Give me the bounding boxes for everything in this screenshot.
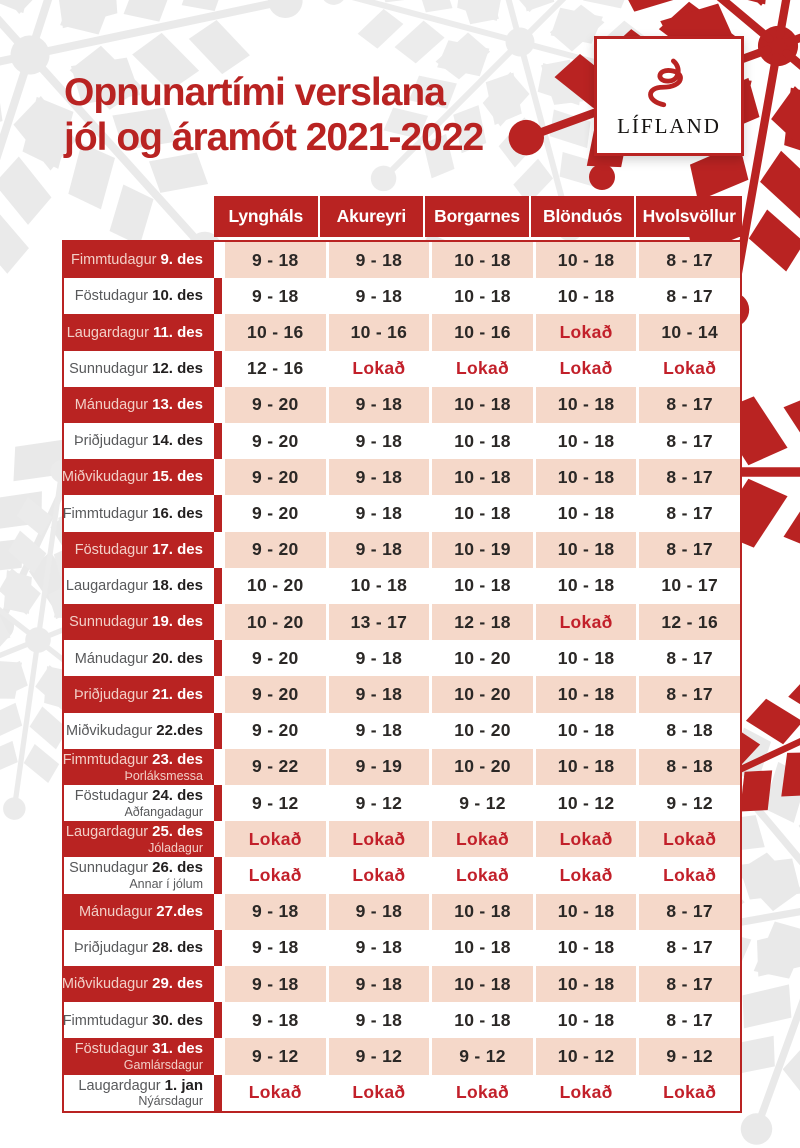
day-sublabel: Gamlársdagur: [123, 1058, 203, 1073]
time-cell: 8 - 18: [639, 713, 740, 749]
day-name: Miðvikudagur: [66, 722, 153, 739]
closed-cell: Lokað: [432, 821, 533, 857]
time-cell: 10 - 18: [329, 568, 430, 604]
closed-cell: Lokað: [639, 1075, 740, 1111]
day-date: 15. des: [152, 468, 203, 486]
time-cell: 9 - 18: [329, 1002, 430, 1038]
day-cell: [64, 713, 222, 749]
time-cell: 10 - 18: [536, 532, 637, 568]
day-cell: [64, 568, 222, 604]
table-row: [64, 495, 740, 531]
time-cell: 8 - 17: [639, 966, 740, 1002]
closed-cell: Lokað: [536, 1075, 637, 1111]
column-header-4: Blönduós: [531, 196, 637, 237]
time-cell: 10 - 18: [536, 459, 637, 495]
time-cell: 9 - 18: [329, 495, 430, 531]
time-cell: 10 - 18: [536, 640, 637, 676]
column-header-5: Hvolsvöllur: [642, 206, 736, 226]
day-sublabel: Nýársdagur: [138, 1094, 203, 1109]
table-row: [64, 640, 740, 676]
time-cell: 9 - 19: [329, 749, 430, 785]
time-cell: 10 - 17: [639, 568, 740, 604]
day-name: Sunnudagur: [69, 860, 149, 877]
time-cell: 9 - 18: [329, 713, 430, 749]
time-cell: 9 - 18: [225, 894, 326, 930]
day-name: Laugardagur: [66, 324, 149, 341]
table-row: [61, 966, 740, 1002]
day-name: Föstudagur: [74, 288, 149, 305]
time-cell: 9 - 18: [329, 459, 430, 495]
time-cell: 8 - 17: [639, 930, 740, 966]
time-cell: 10 - 18: [536, 423, 637, 459]
closed-cell: Lokað: [432, 351, 533, 387]
time-cell: 9 - 20: [225, 532, 326, 568]
day-date: 14. des: [152, 432, 203, 450]
day-name: Þriðjudagur: [73, 686, 149, 703]
time-cell: 9 - 18: [329, 676, 430, 712]
time-cell: 10 - 18: [432, 423, 533, 459]
day-cell: [64, 1038, 222, 1074]
day-cell: [64, 1075, 222, 1111]
day-cell: [64, 387, 222, 423]
time-cell: 9 - 18: [225, 242, 326, 278]
time-cell: 9 - 12: [432, 1038, 533, 1074]
time-cell: 10 - 19: [432, 532, 533, 568]
day-date: 24. des: [152, 787, 203, 805]
table-row: [64, 749, 740, 785]
table-row: [64, 676, 740, 712]
closed-cell: Lokað: [432, 857, 533, 893]
day-cell: [64, 314, 222, 350]
time-cell: 8 - 17: [639, 894, 740, 930]
table-row: [64, 387, 740, 423]
time-cell: 9 - 20: [225, 387, 326, 423]
table-row: [64, 278, 740, 314]
time-cell: 10 - 20: [432, 640, 533, 676]
day-cell: [64, 278, 222, 314]
day-date: 17. des: [152, 540, 203, 558]
closed-cell: Lokað: [536, 314, 637, 350]
time-cell: 9 - 18: [329, 242, 430, 278]
time-cell: 9 - 18: [329, 278, 430, 314]
time-cell: 9 - 18: [329, 387, 430, 423]
time-cell: 10 - 18: [536, 749, 637, 785]
day-cell: [64, 676, 222, 712]
day-name: Þriðjudagur: [73, 940, 149, 957]
day-name: Fimmtudagur: [62, 751, 149, 768]
day-name: Miðvikudagur: [61, 976, 149, 993]
closed-cell: Lokað: [536, 604, 637, 640]
time-cell: 10 - 18: [432, 1002, 533, 1038]
day-name: Fimmtudagur: [62, 505, 149, 522]
time-cell: 10 - 18: [536, 242, 637, 278]
lifland-spiral-icon: [642, 54, 696, 110]
time-cell: 8 - 17: [639, 387, 740, 423]
day-cell: [64, 930, 222, 966]
column-header-1: Lyngháls: [214, 196, 320, 237]
day-date: 25. des: [152, 823, 203, 841]
time-cell: 10 - 18: [536, 495, 637, 531]
closed-cell: Lokað: [225, 821, 326, 857]
page-title: [64, 70, 483, 160]
day-name: Laugardagur: [65, 578, 149, 595]
time-cell: 10 - 18: [432, 459, 533, 495]
day-cell: [64, 857, 222, 893]
day-date: 26. des: [152, 859, 203, 877]
time-cell: 9 - 18: [329, 930, 430, 966]
time-cell: 9 - 18: [225, 1002, 326, 1038]
day-date: 10. des: [152, 287, 203, 305]
day-name: Laugardagur: [78, 1077, 161, 1094]
time-cell: 9 - 18: [329, 894, 430, 930]
table-row: [64, 1038, 740, 1074]
time-cell: 10 - 18: [432, 387, 533, 423]
time-cell: 8 - 17: [639, 278, 740, 314]
day-cell: [64, 242, 222, 278]
day-date: 16. des: [152, 504, 203, 522]
day-cell: [64, 894, 222, 930]
time-cell: 10 - 18: [432, 495, 533, 531]
closed-cell: Lokað: [329, 1075, 430, 1111]
time-cell: 8 - 17: [639, 423, 740, 459]
time-cell: 10 - 18: [536, 278, 637, 314]
time-cell: 9 - 12: [329, 785, 430, 821]
time-cell: 10 - 18: [432, 568, 533, 604]
table-body: [62, 240, 742, 1113]
time-cell: 8 - 17: [639, 676, 740, 712]
closed-cell: Lokað: [639, 857, 740, 893]
time-cell: 10 - 18: [536, 568, 637, 604]
day-cell: [61, 966, 222, 1002]
day-date: 22.des: [156, 721, 203, 739]
day-date: 13. des: [152, 396, 203, 414]
time-cell: 10 - 18: [432, 242, 533, 278]
time-cell: 8 - 17: [639, 459, 740, 495]
day-date: 11. des: [152, 323, 203, 341]
table-row: [61, 459, 740, 495]
time-cell: 9 - 12: [225, 1038, 326, 1074]
day-name: Sunnudagur: [69, 614, 149, 631]
day-date: 31. des: [152, 1040, 203, 1058]
table-row: [64, 821, 740, 857]
time-cell: 9 - 18: [225, 966, 326, 1002]
day-name: Þriðjudagur: [73, 433, 149, 450]
day-date: 19. des: [152, 613, 203, 631]
day-date: 21. des: [152, 685, 203, 703]
day-name: Föstudagur: [74, 788, 149, 805]
time-cell: 10 - 18: [536, 894, 637, 930]
day-cell: [64, 749, 222, 785]
day-sublabel: Þorláksmessa: [124, 768, 203, 783]
table-row: [64, 785, 740, 821]
day-name: Mánudagur: [78, 903, 153, 920]
time-cell: 9 - 20: [225, 459, 326, 495]
day-date: 27.des: [156, 902, 203, 920]
time-cell: 9 - 20: [225, 640, 326, 676]
time-cell: 12 - 18: [432, 604, 533, 640]
time-cell: 8 - 17: [639, 532, 740, 568]
time-cell: 12 - 16: [225, 351, 326, 387]
time-cell: 10 - 18: [536, 1002, 637, 1038]
table-row: [64, 532, 740, 568]
title-line-2: jól og áramót 2021-2022: [64, 116, 484, 160]
time-cell: 9 - 12: [329, 1038, 430, 1074]
time-cell: 10 - 18: [536, 966, 637, 1002]
day-name: Föstudagur: [74, 541, 149, 558]
time-cell: 10 - 20: [432, 676, 533, 712]
table-row: [64, 713, 740, 749]
time-cell: 13 - 17: [329, 604, 430, 640]
day-date: 18. des: [152, 577, 203, 595]
time-cell: 10 - 18: [536, 930, 637, 966]
day-date: 28. des: [152, 939, 203, 957]
time-cell: 10 - 18: [536, 713, 637, 749]
table-row: [64, 242, 740, 278]
time-cell: 10 - 16: [432, 314, 533, 350]
time-cell: 9 - 22: [225, 749, 326, 785]
column-header-2: Akureyri: [320, 196, 426, 237]
closed-cell: Lokað: [329, 857, 430, 893]
time-cell: 10 - 12: [536, 1038, 637, 1074]
time-cell: 10 - 18: [432, 278, 533, 314]
day-name: Mánudagur: [74, 397, 149, 414]
day-cell: [61, 459, 222, 495]
time-cell: 9 - 20: [225, 713, 326, 749]
table-row: [64, 894, 740, 930]
day-name: Miðvikudagur: [61, 469, 149, 486]
day-name: Fimmtudagur: [71, 252, 157, 269]
day-cell: [64, 604, 222, 640]
table-row: [64, 423, 740, 459]
time-cell: 9 - 20: [225, 423, 326, 459]
time-cell: 10 - 20: [225, 604, 326, 640]
table-row: [64, 314, 740, 350]
day-date: 12. des: [152, 359, 203, 377]
title-line-1: Opnunartími verslana: [64, 71, 445, 115]
time-cell: 9 - 12: [432, 785, 533, 821]
day-sublabel: Aðfangadagur: [124, 804, 203, 819]
closed-cell: Lokað: [536, 821, 637, 857]
day-cell: [64, 532, 222, 568]
day-name: Föstudagur: [74, 1041, 149, 1058]
day-cell: [64, 423, 222, 459]
day-name: Sunnudagur: [69, 360, 149, 377]
table-row: [64, 351, 740, 387]
time-cell: 9 - 12: [639, 785, 740, 821]
day-name: Fimmtudagur: [62, 1012, 149, 1029]
day-date: 29. des: [152, 975, 203, 993]
table-row: [64, 1075, 740, 1111]
time-cell: 9 - 18: [329, 640, 430, 676]
day-date: 9. des: [160, 251, 203, 269]
day-sublabel: Annar í jólum: [129, 877, 203, 892]
day-cell: [64, 495, 222, 531]
column-header-3: Borgarnes: [425, 196, 531, 237]
time-cell: 9 - 18: [225, 930, 326, 966]
time-cell: 8 - 17: [639, 242, 740, 278]
closed-cell: Lokað: [329, 821, 430, 857]
time-cell: 10 - 14: [639, 314, 740, 350]
time-cell: 9 - 18: [329, 423, 430, 459]
day-cell: [64, 640, 222, 676]
time-cell: 9 - 18: [329, 532, 430, 568]
time-cell: 10 - 16: [329, 314, 430, 350]
time-cell: 8 - 17: [639, 1002, 740, 1038]
time-cell: 10 - 18: [432, 930, 533, 966]
day-date: 30. des: [152, 1011, 203, 1029]
table-row: [64, 857, 740, 893]
lifland-logo: [594, 36, 744, 156]
day-cell: [64, 1002, 222, 1038]
time-cell: 9 - 12: [225, 785, 326, 821]
time-cell: 10 - 18: [432, 894, 533, 930]
closed-cell: Lokað: [225, 857, 326, 893]
time-cell: 9 - 12: [639, 1038, 740, 1074]
time-cell: 9 - 20: [225, 676, 326, 712]
table-header: [214, 196, 742, 237]
day-date: 1. jan: [164, 1076, 203, 1094]
time-cell: 10 - 20: [225, 568, 326, 604]
day-date: 20. des: [152, 649, 203, 667]
time-cell: 10 - 18: [536, 387, 637, 423]
time-cell: 10 - 18: [536, 676, 637, 712]
time-cell: 10 - 18: [432, 966, 533, 1002]
time-cell: 10 - 12: [536, 785, 637, 821]
day-cell: [64, 351, 222, 387]
table-row: [64, 604, 740, 640]
day-cell: [64, 821, 222, 857]
time-cell: 8 - 17: [639, 495, 740, 531]
table-row: [64, 930, 740, 966]
lifland-logo-text: LÍFLAND: [617, 113, 721, 138]
time-cell: 10 - 20: [432, 713, 533, 749]
closed-cell: Lokað: [432, 1075, 533, 1111]
closed-cell: Lokað: [639, 351, 740, 387]
day-name: Laugardagur: [65, 824, 149, 841]
time-cell: 10 - 20: [432, 749, 533, 785]
table-row: [64, 568, 740, 604]
day-sublabel: Jóladagur: [148, 840, 203, 855]
time-cell: 8 - 18: [639, 749, 740, 785]
closed-cell: Lokað: [225, 1075, 326, 1111]
day-cell: [64, 785, 222, 821]
closed-cell: Lokað: [329, 351, 430, 387]
table-row: [64, 1002, 740, 1038]
closed-cell: Lokað: [639, 821, 740, 857]
time-cell: 10 - 16: [225, 314, 326, 350]
time-cell: 9 - 20: [225, 495, 326, 531]
time-cell: 9 - 18: [225, 278, 326, 314]
time-cell: 12 - 16: [639, 604, 740, 640]
time-cell: 9 - 18: [329, 966, 430, 1002]
day-date: 23. des: [152, 750, 203, 768]
closed-cell: Lokað: [536, 857, 637, 893]
time-cell: 8 - 17: [639, 640, 740, 676]
closed-cell: Lokað: [536, 351, 637, 387]
day-name: Mánudagur: [74, 650, 149, 667]
